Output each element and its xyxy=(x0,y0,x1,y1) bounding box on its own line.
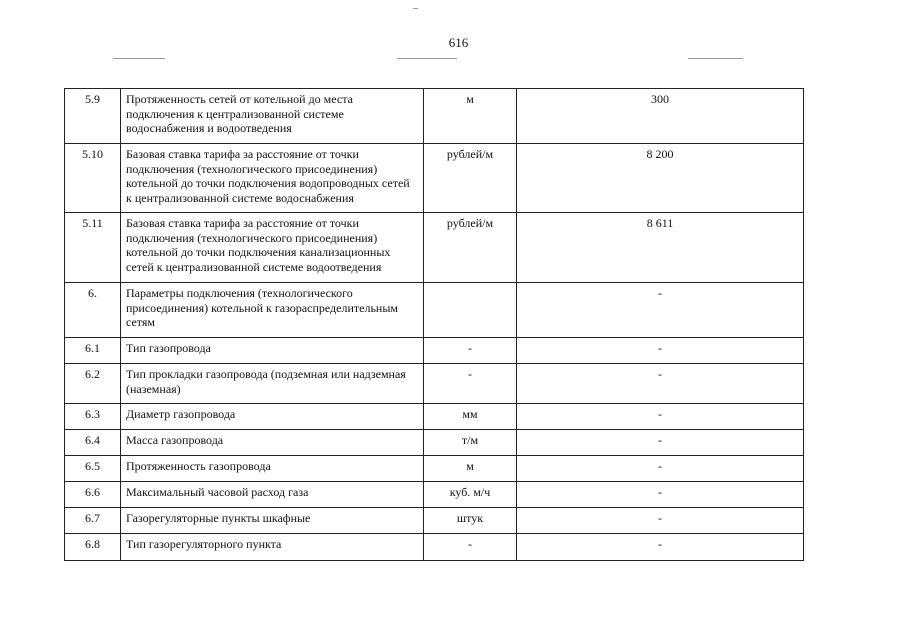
row-value: - xyxy=(517,456,804,482)
row-parameter: Параметры подключения (технологического присоединения) котельной к газораспределительным сетям xyxy=(121,283,424,338)
row-parameter: Тип газорегуляторного пункта xyxy=(121,534,424,561)
row-unit xyxy=(424,283,517,338)
row-value: - xyxy=(517,534,804,561)
row-unit: - xyxy=(424,364,517,404)
row-parameter: Газорегуляторные пункты шкафные xyxy=(121,508,424,534)
row-value: - xyxy=(517,508,804,534)
row-number: 6.6 xyxy=(65,482,121,508)
row-parameter: Диаметр газопровода xyxy=(121,404,424,430)
row-parameter: Максимальный часовой расход газа xyxy=(121,482,424,508)
parameters-table xyxy=(64,88,804,561)
row-number: 5.9 xyxy=(65,89,121,144)
row-number: 5.10 xyxy=(65,144,121,213)
row-unit: рублей/м xyxy=(424,213,517,283)
table-row xyxy=(65,89,804,144)
row-parameter: Тип газопровода xyxy=(121,338,424,364)
row-unit: штук xyxy=(424,508,517,534)
row-number: 6.4 xyxy=(65,430,121,456)
row-value: - xyxy=(517,430,804,456)
row-parameter: Протяженность сетей от котельной до места подключения к централизованной системе водоснабжения и водоотведения xyxy=(121,89,424,144)
table-row xyxy=(65,430,804,456)
table-row xyxy=(65,534,804,561)
row-number: 6.1 xyxy=(65,338,121,364)
table-row xyxy=(65,338,804,364)
scan-artifact xyxy=(688,58,743,59)
table-row xyxy=(65,508,804,534)
scan-artifact xyxy=(397,58,457,59)
row-number: 6. xyxy=(65,283,121,338)
row-unit: рублей/м xyxy=(424,144,517,213)
table-row xyxy=(65,482,804,508)
page-number: 616 xyxy=(448,35,469,50)
row-value: 300 xyxy=(517,89,804,144)
row-value: - xyxy=(517,338,804,364)
row-value: - xyxy=(517,482,804,508)
table-row xyxy=(65,364,804,404)
row-number: 6.2 xyxy=(65,364,121,404)
row-unit: м xyxy=(424,89,517,144)
table-row xyxy=(65,144,804,213)
row-value: - xyxy=(517,283,804,338)
row-value: - xyxy=(517,404,804,430)
row-number: 6.3 xyxy=(65,404,121,430)
row-parameter: Масса газопровода xyxy=(121,430,424,456)
row-unit: - xyxy=(424,534,517,561)
row-value: 8 611 xyxy=(517,213,804,283)
row-value: 8 200 xyxy=(517,144,804,213)
table-row xyxy=(65,213,804,283)
row-unit: мм xyxy=(424,404,517,430)
scan-artifact xyxy=(413,8,418,9)
row-parameter: Тип прокладки газопровода (подземная или надземная (наземная) xyxy=(121,364,424,404)
table-row xyxy=(65,283,804,338)
row-number: 6.5 xyxy=(65,456,121,482)
row-unit: т/м xyxy=(424,430,517,456)
row-value: - xyxy=(517,364,804,404)
row-parameter: Протяженность газопровода xyxy=(121,456,424,482)
row-unit: - xyxy=(424,338,517,364)
row-parameter: Базовая ставка тарифа за расстояние от точки подключения (технологического присоединения) котельной до точки подключения канализационных сетей к централизованной системе водоотведения xyxy=(121,213,424,283)
table-row xyxy=(65,404,804,430)
row-unit: куб. м/ч xyxy=(424,482,517,508)
row-parameter: Базовая ставка тарифа за расстояние от точки подключения (технологического присоединения) котельной до точки подключения водопроводных сетей к централизованной системе водоснабжения xyxy=(121,144,424,213)
table-row xyxy=(65,456,804,482)
row-number: 6.8 xyxy=(65,534,121,561)
row-unit: м xyxy=(424,456,517,482)
row-number: 5.11 xyxy=(65,213,121,283)
row-number: 6.7 xyxy=(65,508,121,534)
scan-artifact xyxy=(113,58,165,59)
